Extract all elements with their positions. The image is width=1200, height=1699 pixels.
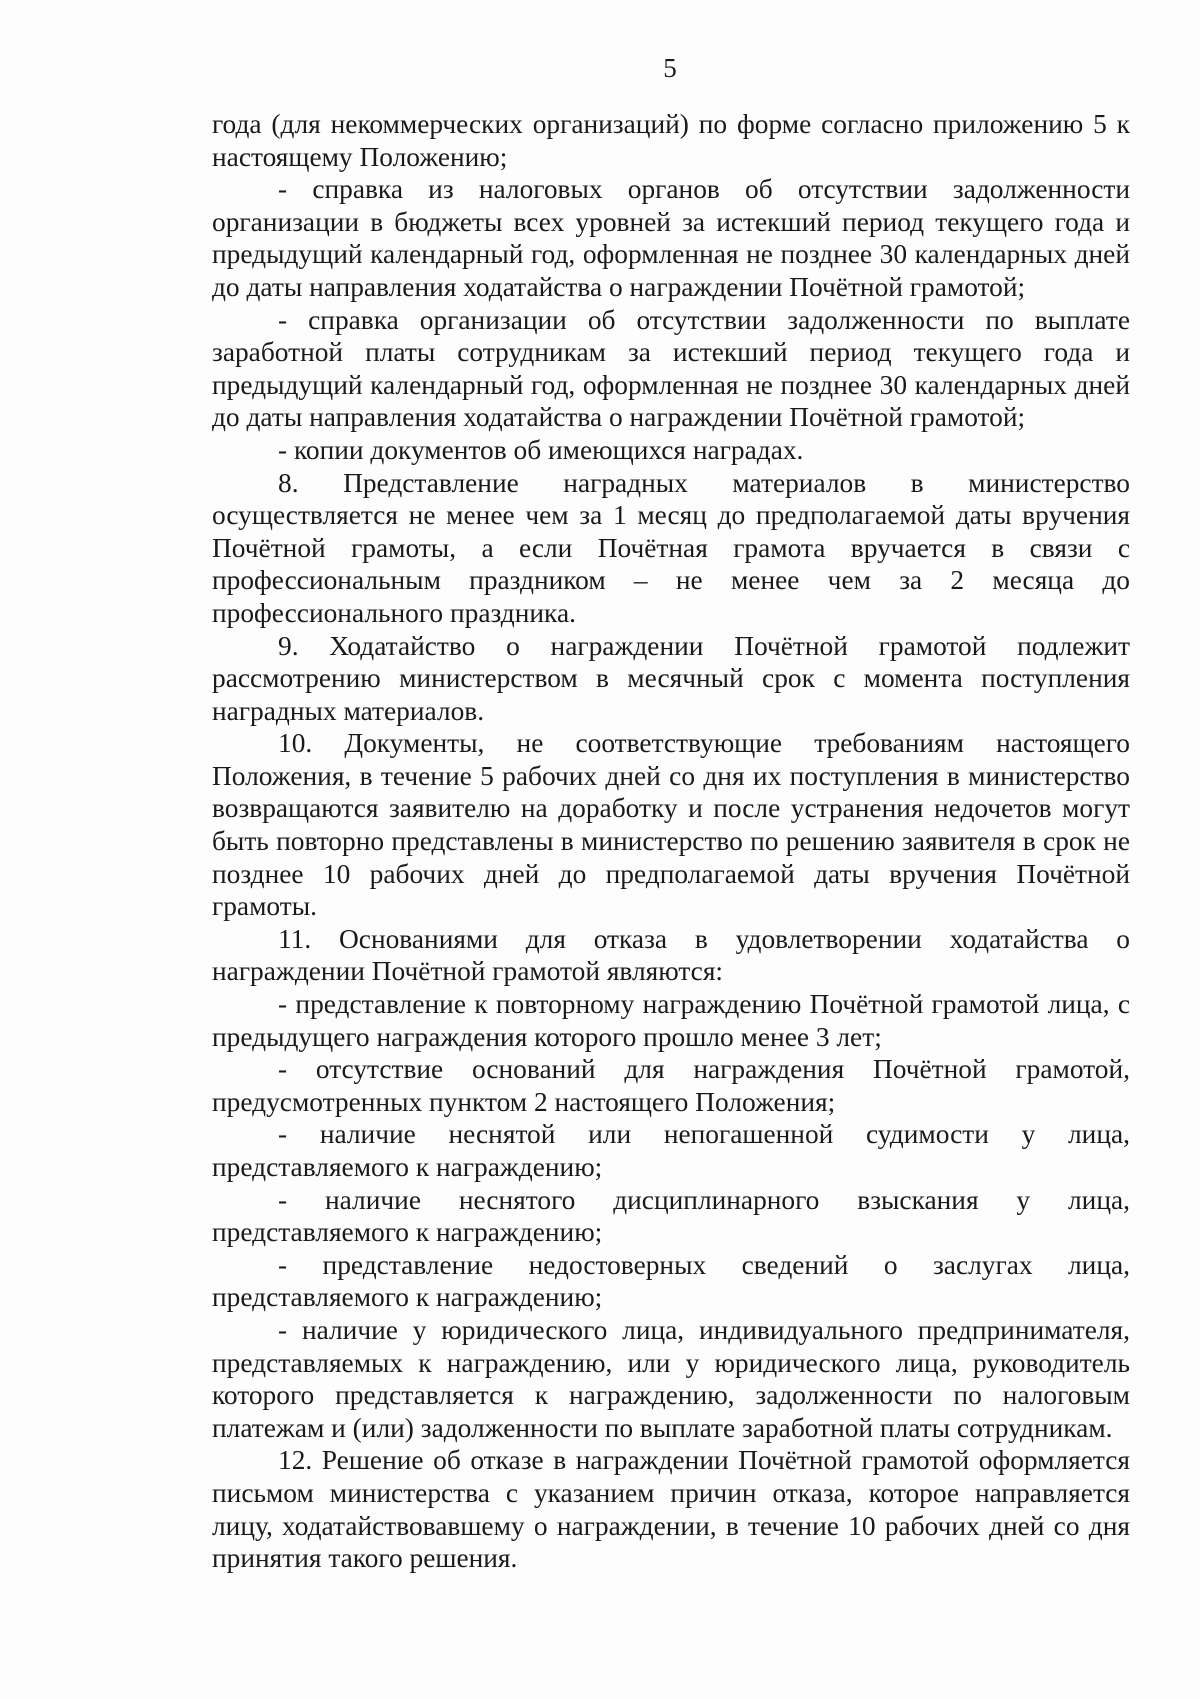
list-item-award-copies: - копии документов об имеющихся наградах. xyxy=(278,434,804,465)
clause-10: 10. Документы, не соответствующие требованиям настоящего Положения, в течение 5 рабочих дней со дня их поступления в министерство возвращаются заявителю на доработку и после устранения недочетов могут быть повторно представлены в министерство по решению заявителя в срок не позднее 10 рабочих дней до предполагаемой даты вручения Почётной грамоты. xyxy=(212,728,1130,922)
list-item-salary-certificate: - справка организации об отсутствии задолженности по выплате заработной платы сотрудникам за истекший период текущего года и предыдущий календарный год, оформленная не позднее 30 календарных дней до даты направления ходатайства о награждении Почётной грамотой; xyxy=(212,304,1130,433)
paragraph-continuation: года (для некоммерческих организаций) по форме согласно приложению 5 к настоящему Положению; xyxy=(212,109,1130,172)
refusal-reason-no-grounds: - отсутствие оснований для награждения Почётной грамотой, предусмотренных пунктом 2 настоящего Положения; xyxy=(212,1054,1130,1117)
refusal-reason-criminal-record: - наличие неснятой или непогашенной судимости у лица, представляемого к награждению; xyxy=(212,1119,1130,1182)
clause-9: 9. Ходатайство о награждении Почётной грамотой подлежит рассмотрению министерством в месячный срок с момента поступления наградных материалов. xyxy=(212,630,1130,726)
refusal-reason-false-info: - представление недостоверных сведений о заслугах лица, представляемого к награждению; xyxy=(212,1249,1130,1313)
clause-8: 8. Представление наградных материалов в министерство осуществляется не менее чем за 1 месяц до предполагаемой даты вручения Почётной грамоты, а если Почётная грамота вручается в связи с профессиональным праздником – не менее чем за 2 месяца до профессионального праздника. xyxy=(212,467,1130,628)
page-number: 5 xyxy=(663,53,677,83)
refusal-reason-debts: - наличие у юридического лица, индивидуального предпринимателя, представляемых к награждению, или у юридического лица, руководитель которого представляется к награждению, задолженности по налоговым платежам и (или) задолженности по выплате заработной платы сотрудникам. xyxy=(212,1314,1130,1443)
refusal-reason-disciplinary: - наличие неснятого дисциплинарного взыскания у лица, представляемого к награждению; xyxy=(212,1184,1130,1248)
list-item-tax-certificate: - справка из налоговых органов об отсутствии задолженности организации в бюджеты всех уровней за истекший период текущего года и предыдущий календарный год, оформленная не позднее 30 календарных дней до даты направления ходатайства о награждении Почётной грамотой; xyxy=(212,174,1130,302)
clause-11: 11. Основаниями для отказа в удовлетворении ходатайства о награждении Почётной грамотой являются: xyxy=(212,923,1130,987)
refusal-reason-repeat-award: - представление к повторному награждению Почётной грамотой лица, с предыдущего награждения которого прошло менее 3 лет; xyxy=(212,989,1130,1052)
clause-12: 12. Решение об отказе в награждении Почётной грамотой оформляется письмом министерства с указанием причин отказа, которое направляется лицу, ходатайствовавшему о награждении, в течение 10 рабочих дней со дня принятия такого решения. xyxy=(212,1445,1130,1574)
document-body xyxy=(212,108,1130,1575)
